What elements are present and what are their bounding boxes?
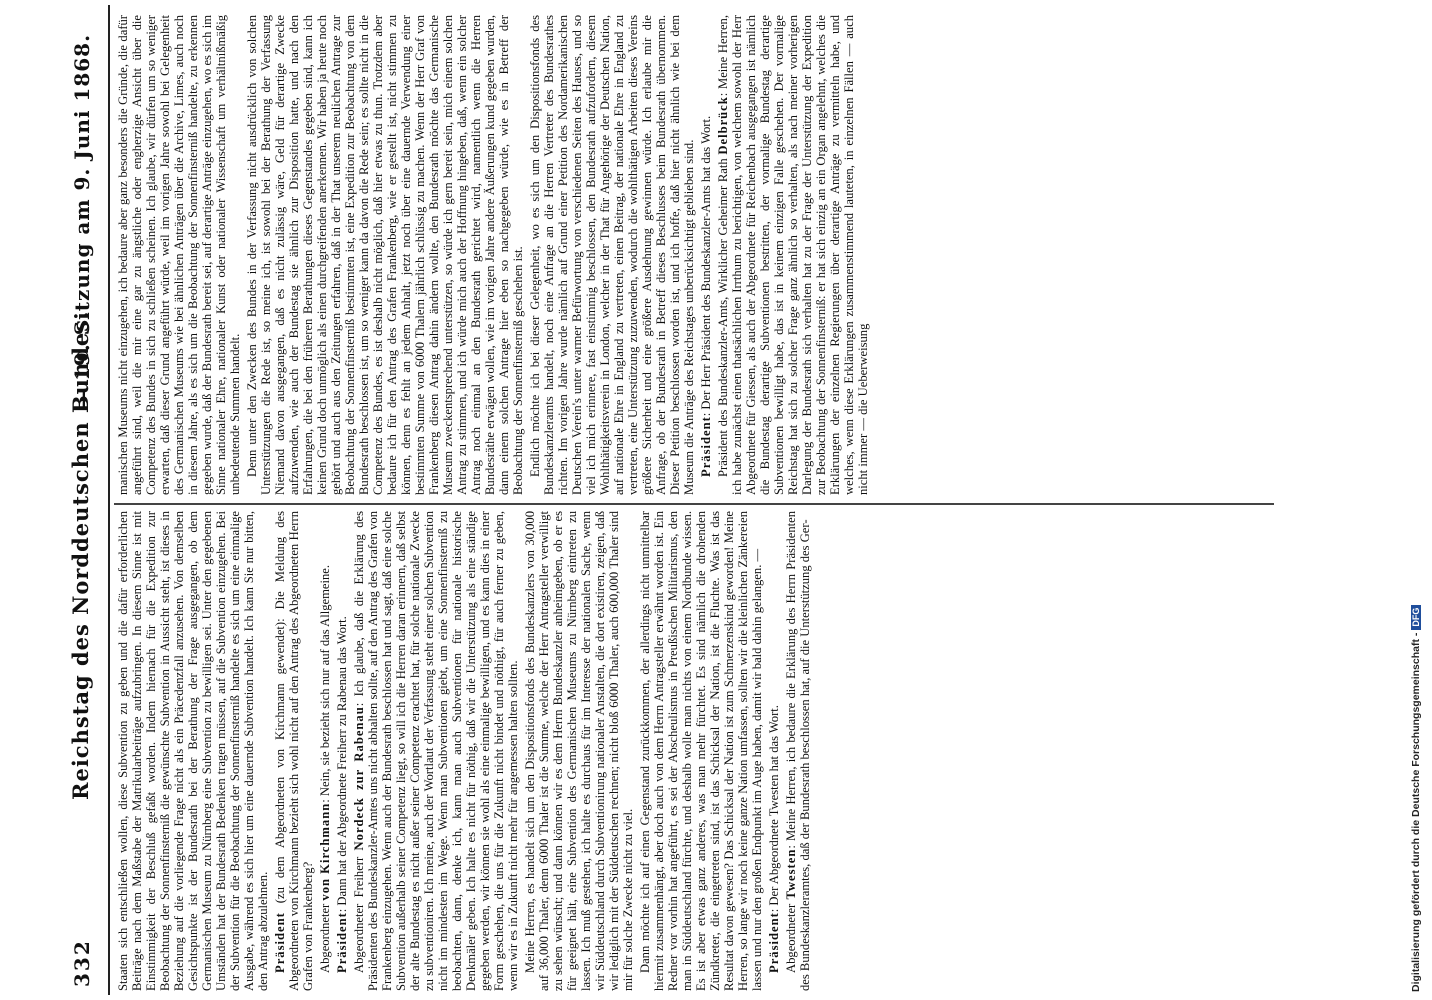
speech-text: : Dann hat der Abgeordnete Freiherr zu Rabenau das Wort.: [335, 616, 349, 913]
speech-paragraph: [352, 511, 520, 991]
speech-paragraph: [784, 511, 812, 991]
rotated-page-content: [16, 5, 1416, 995]
speaker-label: Präsident: [335, 912, 349, 973]
paragraph: Endlich möchte ich bei dieser Gelegenheit, wo es sich um den Dispositionsfonds des Bundeskanzleramts handelt, noch eine Anfrage an die Herren Vertreter des Bundesrathes richten. Im vorigen Jahre wurde nämlich auf Grund einer Petition des Nordamerikanischen Deutschen Verein's unter warmer Befürwortung von verschiedenen Seiten des Hauses, und so viel ich mich erinnere, fast einstimmig beschlossen, den Bundesrath aufzufordern, diesem Wohlthätigkeitsverein in London, welcher in der That für Angehörige der Deutschen Nation, auf nationale Ehre in England zu vertreten, einen Beitrag, der nationale Ehre in England zu vertreten, eine Unterstützung zuzuwenden, wodurch die wohlthätigen Arbeiten dieses Vereins größere Sicherheit und eine größere Ausdehnung gewinnen würde. Ich erlaube mir die Anfrage, ob der Bundesrath in Betreff dieses Beschlusses beim Bundesrath übernommen. Dieser Petition beschlossen worden ist, und ich hoffe, daß hier nicht ähnlich wie bei dem Museum die Anträge des Reichstages unberücksichtigt geblieben sind.: [528, 15, 696, 495]
speaker-name: von Kirchmann: [318, 802, 332, 901]
page-number: 332: [70, 939, 94, 987]
speech-text: : Meine Herren, ich habe zunächst einen thatsächlichen Irrthum zu berichtigen, von welchem sowohl der Herr Abgeordnete für Giessen, als auch der Abgeordnete für Reichenbach ausgegangen ist nämlich die Bundestag derartige Subventionen bestritten, der vormalige Bundestag derartige Subventionen bewilligt habe, das ist in keinem einzigen Falle geschehen. Der vormalige Reichstag hat sich zu solcher Frage ganz ähnlich so verhalten, als nach meiner vorherigen Darlegung der Bundesrath sich verhalten hat zu der Frage der Unterstützung der Expedition zur Beobachtung der Sonnenfinsterniß: er hat sich einzig an ein Organ angelehnt, welches die Erklärungen der einzelnen Regierungen über derartige Anträge zu vermitteln habe, und welches, wenn diese Erklärungen zusammenstimmend lauteten, in einzelnen Fällen — auch nicht immer — die Ueberweisung: [716, 15, 870, 495]
credit-text: Digitalisierung gefördert durch die Deutsche Forschungsgemeinschaft -: [1410, 632, 1422, 992]
speaker-label: Präsident: [699, 416, 713, 477]
speech-text: : Der Herr Präsident des Bundeskanzler-Amts hat das Wort.: [699, 115, 713, 417]
speech-paragraph: [335, 511, 349, 991]
dfg-logo: DFG: [1411, 605, 1421, 630]
header-rule: [108, 5, 110, 995]
column-divider: [114, 504, 1274, 506]
left-column: [116, 511, 1356, 991]
speech-paragraph: [699, 15, 713, 495]
page-header: [66, 5, 106, 995]
speech-paragraph: [716, 15, 870, 495]
speech-text: : Ich glaube, daß die Erklärung des Präsidenten des Bundeskanzler-Amtes uns nicht abhalten sollte, auf den Antrag des Grafen von Frankenberg einzugehen. Wenn auch der Bundesrath beschlossen hat und sagt, daß eine solche Subvention außerhalb seiner Competenz liegt, so will ich die Herren daran erinnern, daß selbst der alte Bundestag es nicht außer seiner Competenz erachtet hat, für solche nationale Zwecke zu subventioniren. Ich meine, auch der Wortlaut der Verfassung steht einer solchen Subvention nicht im mindesten im Wege. Wenn man Subventionen giebt, um eine Sonnenfinsterniß zu beobachten, dann, denke ich, kann man auch Subventionen für nationale historische Denkmäler geben. Ich halte es nicht für nöthig, daß wir die Unterstützung als eine ständige gegeben werden, wir können sie wohl als eine einmalige bewilligen, und es kann dies in einer Form geschehen, die uns für die Zukunft nicht bindet und nöthigt, für auch ferner zu geben, wenn wir es in Zukunft nicht mehr für angemessen halten sollten.: [352, 511, 520, 991]
speaker-prefix: Abgeordneter: [318, 903, 332, 973]
header-title-right: — 19. Sitzung am 9. Juni 1868.: [70, 33, 94, 410]
speaker-label: Präsident: [273, 912, 287, 973]
speech-text: : Der Abgeordnete Twesten hat das Wort.: [767, 705, 781, 913]
paragraph: manischen Museums nicht einzugehen, ich bedaure aber ganz besonders die Gründe, die dafür angeführt sind, weil die mir eine gar zu ängstliche oder engherzige Ansicht über die Competenz des Bundes in sich zu schließen scheinen. Ich glaube, wir dürfen um so weniger erwarten, daß dieser Grund angeführt würde, weil im vorigen Jahre sowohl bei Gelegenheit des Germanischen Museums wie bei ähnlichen Anträgen über die Archive, Limes, auch noch in diesem Jahre, als es sich um die Beobachtung der Sonnenfinsterniß handelte, zu erkennen gegeben wurde, daß der Bundesrath bereit sei, auf derartige Anträge einzugehen, wo es sich im Sinne nationaler Ehre, nationaler Kunst oder nationaler Wissenschaft um verhältnißmäßig unbedeutende Summen handelt.: [116, 15, 242, 495]
speaker-label: Präsident: [767, 912, 781, 973]
speaker-name: Twesten: [784, 848, 798, 900]
paragraph: Denn unter den Zwecken des Bundes in der Verfassung nicht ausdrücklich von solchen Unterstützungen die Rede ist, so meine ich, ist sowohl bei der Berathung der Verfassung Niemand davon ausgegangen, daß es nicht zulässig wäre, Geld für derartige Zwecke aufzuwenden, wie auch der Bundestag sie ähnlich zur Disposition hatte, und nach den Erfahrungen, die bei den früheren Berathungen dieses Gegenstandes gegeben sind, kann ich keinen Grund doch unmöglich als einen durchgreifenden anerkennen. Wir haben ja heute noch gehört und auch aus den Zeitungen erfahren, daß in der That unserem neulichen Antrage zur Beobachtung der Sonnenfinsterniß bestimmten ist, eine Expedition zur Beobachtung von dem Bundesrath beschlossen ist, um so weniger kann da davon die Rede sein; es sollte nicht in die Competenz des Bundes, es ist deshalb nicht möglich, daß hier etwas zu thun. Trotzdem aber bedaure ich für den Antrag des Grafen Frankenberg, wie er gestellt ist, nicht stimmen zu können, denn es fehlt an jedem Anhalt, jetzt noch über eine dauernde Verwendung einer bestimmten Summe von 6000 Thalern jährlich schlüssig zu machen. Wenn der Herr Graf von Frankenberg diesen Antrag dahin ändern wollte, den Bundesrath möchte das Germanische Museum zweckentsprechend unterstützen, so würde ich gern bereit sein, mich einem solchen Antrag zu stimmen, und ich würde mich auch der Hoffnung hingeben, daß, wenn ein solcher Antrag noch einmal an den Bundesrath gerichtet wird, namentlich wenn die Herren Bundesräthe erwägen wollen, wie im vorigen Jahre andere Äußerungen kund gegeben wurden, dann einem solchen Antrage hier eben so nachgegeben würde, wie es in Betreff der Beobachtung der Sonnenfinsterniß geschehen ist.: [245, 15, 525, 495]
paragraph: Dann möchte ich auf einen Gegenstand zurückkommen, der allerdings nicht unmittelbar hiermit zusammenhängt, aber doch auch von dem Herrn Antragsteller erwähnt worden ist. Ein Redner vor vorhin hat angeführt, es sei der Abscheulismus in Preußischen Militarismus, den man in Süddeutschland fürchte, und deshalb wolle man nichts von einem Nordbunde wissen. Es ist aber etwas ganz anderes, was man mehr fürchtet. Es sind nämlich die drohenden Zündkreter, die eingetreten sind, ist das Schicksal der Nation, ist die Fluchte. Was ist das Resultat davon gewesen? Das Schicksal der Nation ist zum Schmerzenskind geworden! Meine Herren, so lange wir noch keine ganze Nation umfassen, sollten wir die kleinlichen Zänkereien lassen und nur den großen Endpunkt im Auge haben, damit wir bald dahin gelangen. —: [638, 511, 764, 991]
speech-text: (zu dem Abgeordneten von Kirchmann gewendet): Die Meldung des Abgeordneten von Kirchmann bezieht sich wohl nicht auf den Antrag des Abgeordneten Herrn Grafen von Frankenberg?: [273, 511, 315, 991]
paragraph: Meine Herren, es handelt sich um den Dispositionsfonds des Bundeskanzlers von 30,000 auf 36,000 Thaler, denn 6000 Thaler ist die Summe, welche der Herr Antragsteller verwilligt zu sehen wünscht; und dann können wir es dem Herrn Bundeskanzler anheimgeben, ob er es für geeignet hält, eine Subvention des Germanischen Museums zu Nürnberg eintreten zu lassen. Ich muß gestehen, ich halte es durchaus für im Interesse der nationalen Sache, wenn wir Süddeutschland durch Subventionirung nationaler Anstalten, die dort existiren, zeigen, daß wir lediglich mit der Süddeutschen rechnen; nicht bloß 6000 Thaler, auch 600,000 Thaler sind mir für solche Zwecke nicht zu viel.: [523, 511, 635, 991]
speaker-prefix: Abgeordneter Freiherr: [352, 856, 366, 973]
speech-paragraph: [318, 511, 332, 991]
paragraph: Staaten sich entschließen wollen, diese Subvention zu geben und die dafür erforderlichen Beiträge nach dem Maßstabe der Matrikularbeiträge aufzubringen. In diesem Sinne ist mit Einstimmigkeit der Beschluß gefaßt worden. Indem hiernach für die Expedition zur Beobachtung der Sonnenfinsterniß die gewünschte Subvention in Aussicht steht, ist dieses in Beziehung auf die vorliegende Frage nicht als ein Präcedenzfall anzusehen. Von demselben Gesichtspunkte ist der Bundesrath bei der Berathung der Frage ausgegangen, ob dem Germanischen Museum zu Nürnberg eine Subvention zu bewilligen sei. Unter den gegebenen Umständen hat der Bundesrath Bedenken tragen müssen, auf die Subvention einzugehen. Bei der Subvention für die Beobachtung der Sonnenfinsterniß handelte es sich um eine einmalige Ausgabe, während es sich hier um eine dauernde Subvention handelt. Ich kann Sie nur bitten, den Antrag abzulehnen.: [116, 511, 270, 991]
speaker-name: Nordeck zur Rabenau: [352, 706, 366, 851]
digitization-credit: [1410, 560, 1426, 1000]
speech-paragraph: [767, 511, 781, 991]
right-column: [116, 15, 1356, 495]
speaker-prefix: Präsident des Bundeskanzler-Amts, Wirklicher Geheimer Rath: [716, 158, 730, 477]
speaker-prefix: Abgeordneter: [784, 903, 798, 973]
speech-text: : Meine Herren, ich bedaure die Erklärung des Herrn Präsidenten des Bundeskanzleramtes, daß der Bundesrath beschlossen hat, auf die Unterstützung des Ger-: [784, 511, 812, 991]
credit-line: [1410, 552, 1422, 992]
header-title-left: Reichstag des Norddeutschen Bundes.: [68, 310, 93, 800]
speech-paragraph: [273, 511, 315, 991]
speaker-name: Delbrück: [716, 96, 730, 155]
speech-text: : Nein, sie bezieht sich nur auf das Allgemeine.: [318, 564, 332, 803]
